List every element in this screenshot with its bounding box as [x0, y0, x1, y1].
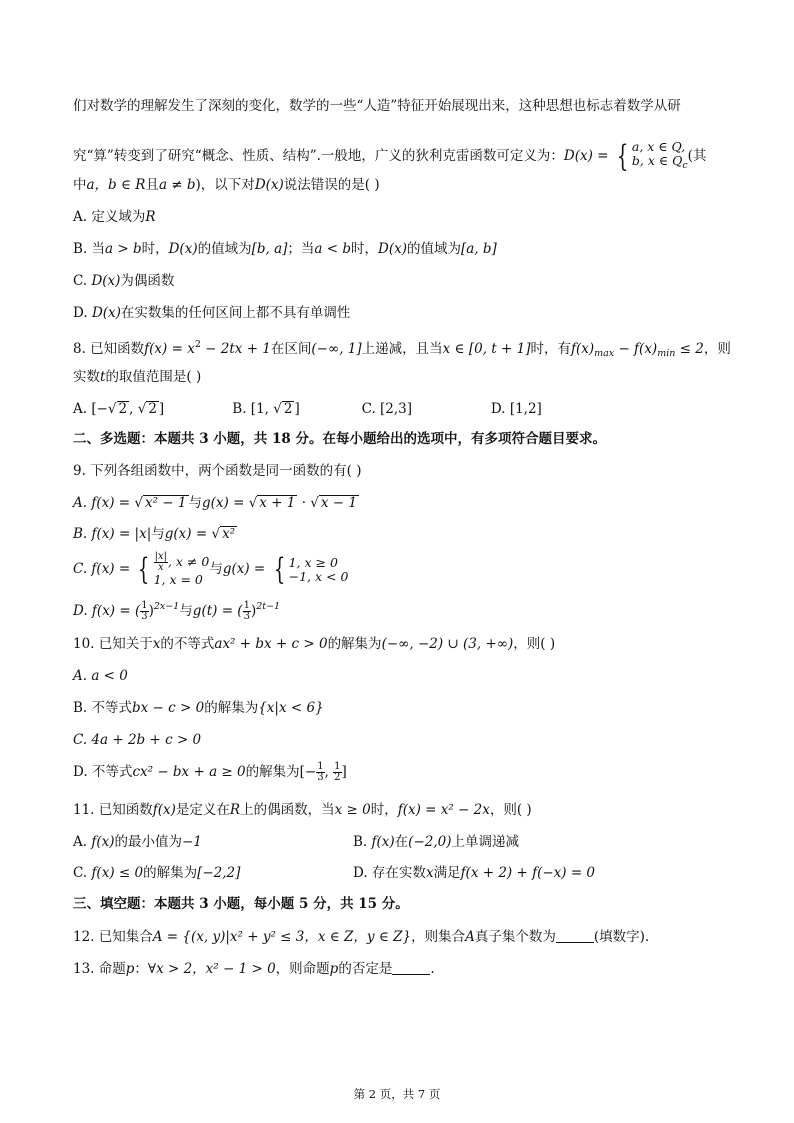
q10-option-d: D. 不等式cx² − bx + a ≥ 0的解集为[− $\frac{1}{3}$ , $\frac{1}{2}$ ]: [73, 761, 347, 783]
q8-option-c: C. [2,3]: [361, 401, 413, 417]
q11-option-a: A. f(x)的最小值为−1: [73, 834, 202, 850]
piecewise-brace: { a, x ∈ Q, b, x ∈ $Q_c$: [616, 138, 688, 174]
section-2-heading: 二、多选题：本题共 3 小题，共 18 分。在每小题给出的选项中，有多项符合题目要求。: [73, 431, 606, 447]
q8-option-d: D. [1,2]: [490, 401, 542, 417]
q11-stem: 11. 已知函数f(x)是定义在R上的偶函数，当x ≥ 0时，f(x) = x² − 2x，则( ): [73, 802, 532, 818]
q7-option-d: D. D(x)在实数集的任何区间上都不具有单调性: [73, 305, 351, 321]
q13-answer-blank[interactable]: [392, 961, 430, 975]
q10-stem: 10. 已知关于x的不等式ax² + bx + c > 0的解集为(−∞, −2) ∪ (3, +∞)，则( ): [73, 636, 556, 652]
q8-option-b: B. [1, √ 2 ]: [232, 401, 300, 417]
intro-line-3: 中a，b ∈ R且a ≠ b)，以下对D(x)说法错误的是( ): [73, 177, 380, 193]
q13-stem: 13. 命题p：∀x > 2，x² − 1 > 0，则命题p的否定是 .: [73, 961, 435, 977]
q12-answer-blank[interactable]: [556, 929, 594, 943]
q10-option-a: A. a < 0: [73, 668, 128, 684]
q9-stem: 9. 下列各组函数中，两个函数是同一函数的有( ): [73, 463, 362, 479]
page-footer: 第 2 页，共 7 页: [353, 1087, 441, 1101]
q9-option-d: D. f(x) = ( $\frac{1}{3}$ )$^{2x-1}$与g(t) = ( $\frac{1}{3}$ )$^{2t-1}$: [73, 600, 281, 622]
q9-option-c: C. f(x) = { $\frac{|x|}{x}$ , x ≠ 0 1, x = 0与g(x) = { 1, x ≥ 0 −1, x < 0: [73, 551, 349, 587]
intro-line-2: 究“算”转变到了研究“概念、性质、结构”.一般地，广义的狄利克雷函数可定义为：D(x) = { a, x ∈ Q, b, x ∈ $Q_c$(其: [73, 138, 707, 174]
q9-option-a: A. f(x) = √ x² − 1 与g(x) = √ x + 1 · √ x − 1: [73, 495, 357, 511]
q10-option-c: C. 4a + 2b + c > 0: [73, 732, 202, 748]
q9-option-b: B. f(x) = |x|与g(x) = √ x²: [73, 526, 236, 542]
q7-option-c: C. D(x)为偶函数: [73, 273, 175, 289]
q10-option-b: B. 不等式bx − c > 0的解集为{x|x < 6}: [73, 700, 324, 716]
q11-option-d: D. 存在实数x满足f(x + 2) + f(−x) = 0: [353, 865, 596, 881]
q11-option-c: C. f(x) ≤ 0的解集为[−2,2]: [73, 865, 241, 881]
q8-options: [73, 399, 542, 419]
section-3-heading: 三、填空题：本题共 3 小题，每小题 5 分，共 15 分。: [73, 896, 409, 912]
intro-line-1: 们对数学的理解发生了深刻的变化，数学的一些“人造”特征开始展现出来，这种思想也标志着数学从研: [73, 98, 681, 114]
q8-stem-line-1: 8. 已知函数$f(x) = x^2 - 2tx + 1$在区间(−∞, 1]上递减，且当x ∈ [0, t + 1]时，有$f(x)_{max} - f(x)_{min} \le 2$，则: [73, 339, 731, 359]
q11-option-b: B. f(x)在(−2,0)上单调递减: [353, 834, 519, 850]
q8-option-a: A. [−√ 2 , √ 2 ]: [73, 401, 165, 417]
q7-option-a: A. 定义域为R: [73, 209, 156, 225]
q12-stem: 12. 已知集合A = {(x, y)|x² + y² ≤ 3，x ∈ Z，y ∈ Z}，则集合A真子集个数为 (填数字).: [73, 929, 650, 945]
q7-option-b: B. 当a > b时，D(x)的值域为[b, a]；当a < b时，D(x)的值域为[a, b]: [73, 241, 497, 257]
q8-stem-line-2: 实数t的取值范围是( ): [73, 369, 202, 385]
